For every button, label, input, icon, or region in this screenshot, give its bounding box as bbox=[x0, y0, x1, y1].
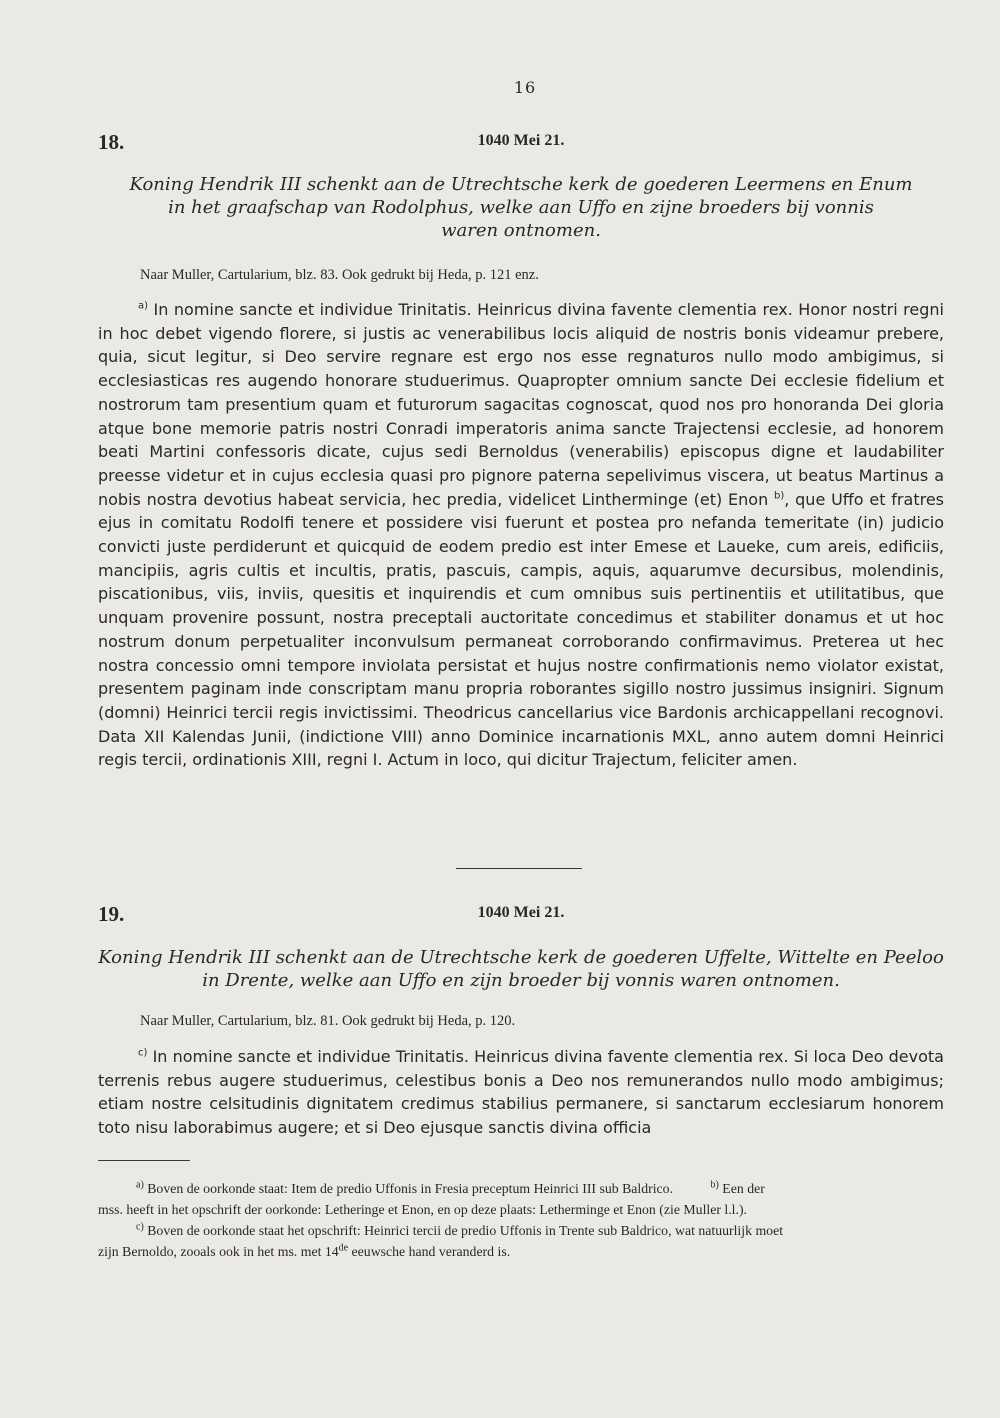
footnote-rule bbox=[98, 1160, 190, 1161]
footnotes bbox=[98, 1178, 944, 1262]
charter-19-summary bbox=[98, 946, 944, 992]
charter-19-text bbox=[98, 1045, 944, 1140]
charter-19-source: Naar Muller, Cartularium, blz. 81. Ook gedrukt bij Heda, p. 120. bbox=[140, 1013, 516, 1029]
section-separator bbox=[456, 868, 582, 869]
summary-line: Koning Hendrik III schenkt aan de Utrechtsche kerk de goederen Uffelte, Wittelte en Peeloo bbox=[98, 947, 944, 968]
footnote-c-continuation bbox=[98, 1241, 944, 1262]
footnote-marker: c) bbox=[136, 1221, 144, 1233]
charter-number: 18. bbox=[98, 130, 125, 154]
charter-18-source: Naar Muller, Cartularium, blz. 83. Ook gedrukt bij Heda, p. 121 enz. bbox=[140, 267, 539, 283]
charter-number: 19. bbox=[98, 902, 125, 926]
footnote-c-line bbox=[98, 1220, 944, 1241]
summary-line: in Drente, welke aan Uffo en zijn broeder bij vonnis waren ontnomen. bbox=[202, 970, 840, 991]
footnote-b-text: Een der bbox=[722, 1181, 765, 1196]
footnote-b-line: mss. heeft in het opschrift der oorkonde: Letheringe et Enon, en op deze plaats: Letherminge et Enon (zie Muller l.l.). bbox=[98, 1202, 748, 1217]
charter-date: 1040 Mei 21. bbox=[477, 132, 565, 149]
charter-date: 1040 Mei 21. bbox=[477, 904, 565, 921]
charter-text: In nomine sancte et individue Trinitatis. Heinricus divina favente clementia rex. Honor nostri regni in hoc debet vigendo florere, si justis ac venerabilibus locis aliquid de nostris bonis videamur prebere, quia, sicut legitur, si Deo servire regnare est ergo nos esse regnaturos nullo modo ambigimus, si ecclesiasticas res augendo honorare studuerimus. Quapropter omnium sancte Dei ecclesie fidelium et nostrorum tam presentium quam et futurorum sagacitas cognoscat, quod nos pro honoranda Dei gloria atque bone memorie patris nostri Conradi imperatoris anima sancte Trajectensi ecclesie, ad honorem beati Martini confessoris dicate, cujus sedi Bernoldus (venerabilis) episcopus digne et laudabiliter preesse videtur et in cujus ecclesia quasi pro pignore paterna sepelivimus viscera, ut beatus Martinus a nobis nostra devotius habeat servicia, hec predia, videlicet Lintherminge (et) Enon bbox=[98, 300, 944, 509]
charter-19-heading bbox=[98, 902, 944, 932]
page-number: 16 bbox=[513, 78, 537, 97]
footnote-marker: b) bbox=[710, 1179, 719, 1191]
charter-18-summary bbox=[98, 173, 944, 242]
footnote-marker: c) bbox=[138, 1047, 148, 1059]
footnote-c-text: Boven de oorkonde staat het opschrift: Heinrici tercii de predio Uffonis in Trente sub Baldrico, wat natuurlijk moet bbox=[147, 1223, 784, 1238]
footnote-marker: b) bbox=[774, 490, 785, 502]
charter-18-text bbox=[98, 298, 944, 772]
footnote-a-text: Boven de oorkonde staat: Item de predio Uffonis in Fresia preceptum Heinrici III sub Baldrico. bbox=[147, 1181, 674, 1196]
footnote-marker: a) bbox=[136, 1179, 144, 1191]
footnote-marker: a) bbox=[138, 300, 149, 312]
summary-line: Koning Hendrik III schenkt aan de Utrechtsche kerk de goederen Leermens en Enum bbox=[129, 174, 913, 195]
footnote-a-line bbox=[98, 1178, 944, 1199]
ordinal-suffix: de bbox=[338, 1242, 349, 1254]
summary-line: in het graafschap van Rodolphus, welke aan Uffo en zijne broeders bij vonnis bbox=[168, 197, 874, 218]
summary-line: waren ontnomen. bbox=[441, 220, 601, 241]
footnote-c-text: zijn Bernoldo, zooals ook in het ms. met 14 bbox=[98, 1244, 339, 1259]
charter-text-continued: , que Uffo et fratres ejus in comitatu Rodolfi tenere et possidere visi fuerunt et postea pro nefanda temeritate (in) judicio convicti juste perdiderunt et quicquid de eodem predio est inter Emese et Laueke, cum areis, edificiis, mancipiis, agris cultis et incultis, pratis, pascuis, campis, aquis, aquarumve decursibus, molendinis, piscationibus, viis, inviis, quesitis et inquirendis et cum omnibus suis pertinentiis et utilitatibus, que unquam provenire possunt, nostra preceptali auctoritate concedimus et stabiliter donamus et ut hoc nostrum donum perpetualiter inconvulsum permaneat corroborando confirmavimus. Preterea ut hec nostra concessio omni tempore inviolata persistat et hujus nostre confirmationis nemo violator existat, presentem paginam inde conscriptam manu propria roborantes sigillo nostro jussimus insigniri. Signum (domni) Heinrici tercii regis invictissimi. Theodricus cancellarius vice Bardonis archicappellani recognovi. Data XII Kalendas Junii, (indictione VIII) anno Dominice incarnationis MXL, anno autem domni Heinrici regis tercii, ordinationis XIII, regni I. Actum in loco, qui dicitur Trajectum, feliciter amen. bbox=[98, 489, 944, 770]
footnote-c-text: eeuwsche hand veranderd is. bbox=[348, 1244, 511, 1259]
charter-text: In nomine sancte et individue Trinitatis. Heinricus divina favente clementia rex. Si loca Deo devota terrenis rebus augere studuerimus, celestibus bonis a Deo nos remunerandos nullo modo ambigimus; etiam nostre celsitudinis dignitatem credimus stabilius permanere, si sanctarum ecclesiarum honorem toto nisu laborabimus augere; et si Deo ejusque sanctis divina officia bbox=[98, 1047, 944, 1138]
charter-18-heading bbox=[98, 130, 944, 160]
